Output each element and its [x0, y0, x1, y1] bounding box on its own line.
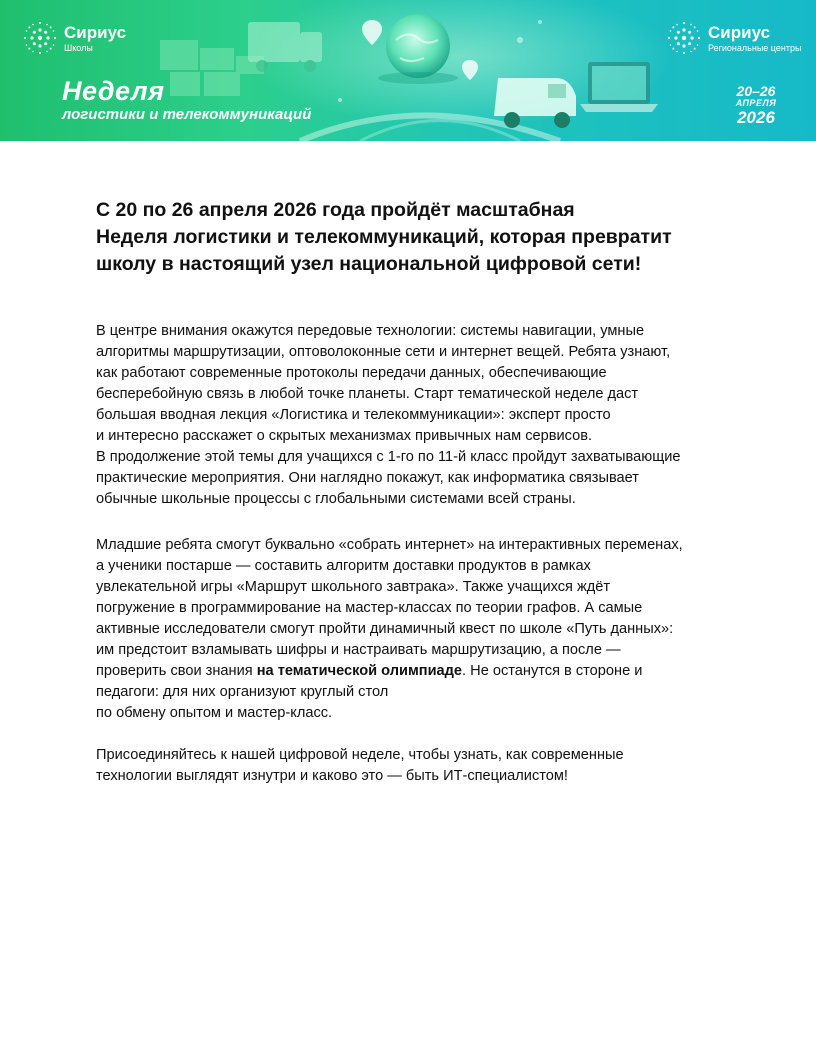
text-line: по обмену опытом и мастер-класс.: [96, 705, 333, 721]
text-line: практические мероприятия. Они наглядно покажут, как информатика связывает: [96, 470, 639, 486]
text-fragment: . Не останутся в стороне и: [462, 663, 643, 679]
sirius-star-icon: [666, 20, 702, 56]
headline-line: Неделя логистики и телекоммуникаций, которая превратит: [96, 226, 672, 248]
text-line: педагоги: для них организуют круглый стол: [96, 684, 389, 700]
paragraph-intro: [96, 321, 736, 510]
text-line: большая вводная лекция «Логистика и телекоммуникации»: эксперт просто: [96, 407, 611, 423]
headline-line: школу в настоящий узел национальной цифровой сети!: [96, 253, 642, 275]
logo-subtitle: Региональные центры: [708, 42, 802, 53]
sirius-schools-logo: [22, 20, 126, 56]
text-line: В центре внимания окажутся передовые технологии: системы навигации, умные: [96, 323, 645, 339]
text-line: увлекательной игры «Маршрут школьного завтрака». Также учащихся ждёт: [96, 579, 611, 595]
paragraph-activities: [96, 535, 736, 724]
text-line: и интересно расскажет о скрытых механизмах привычных нам сервисов.: [96, 428, 593, 444]
event-banner: [0, 0, 816, 141]
text-line: Младшие ребята смогут буквально «собрать интернет» на интерактивных переменах,: [96, 537, 683, 553]
sirius-star-icon: [22, 20, 58, 56]
text-line: технологии выглядят изнутри и каково это — быть ИТ-специалистом!: [96, 768, 568, 784]
event-title: [62, 78, 311, 122]
text-line: им предстоит взламывать шифры и настраивать маршрутизацию, а после —: [96, 642, 621, 658]
laptop-graphic: [580, 62, 658, 112]
paragraph-closing: [96, 745, 736, 787]
text-line: активные исследователи смогут пройти динамичный квест по школе «Путь данных»:: [96, 621, 674, 637]
text-line: а ученики постарше — составить алгоритм доставки продуктов в рамках: [96, 558, 591, 574]
text-line: алгоритмы маршрутизации, оптоволоконные сети и интернет вещей. Ребята узнают,: [96, 344, 671, 360]
logo-title: Сириус: [64, 22, 127, 42]
text-line: как работают современные протоколы передачи данных, обеспечивающие: [96, 365, 607, 381]
headline-line: С 20 по 26 апреля 2026 года пройдёт масштабная: [96, 199, 575, 221]
text-line: Присоединяйтесь к нашей цифровой неделе, чтобы узнать, как современные: [96, 747, 624, 763]
headline: [96, 197, 736, 278]
text-line: обычные школьные процессы с глобальными системами всей страны.: [96, 491, 576, 507]
logo-subtitle: Школы: [64, 42, 93, 53]
text-line: погружение в программирование на мастер-классах по теории графов. А самые: [96, 600, 643, 616]
date-year: 2026: [737, 108, 775, 127]
text-line: В продолжение этой темы для учащихся с 1-го по 11-й класс пройдут захватывающие: [96, 449, 681, 465]
text-line: бесперебойную связь в любой точке планеты. Старт тематической неделе даст: [96, 386, 639, 402]
logo-title: Сириус: [708, 22, 771, 42]
sirius-regional-centers-logo: [666, 20, 801, 56]
document-body: [96, 197, 736, 787]
text-fragment: проверить свои знания: [96, 663, 257, 679]
olympiad-emphasis: на тематической олимпиаде: [256, 663, 463, 679]
date-range: 20–26: [736, 83, 776, 99]
event-title-sub: логистики и телекоммуникаций: [62, 106, 312, 123]
text-line: [96, 661, 736, 682]
event-title-main: Неделя: [62, 76, 165, 106]
date-month: АПРЕЛЯ: [735, 98, 777, 108]
event-dates: [718, 84, 794, 126]
